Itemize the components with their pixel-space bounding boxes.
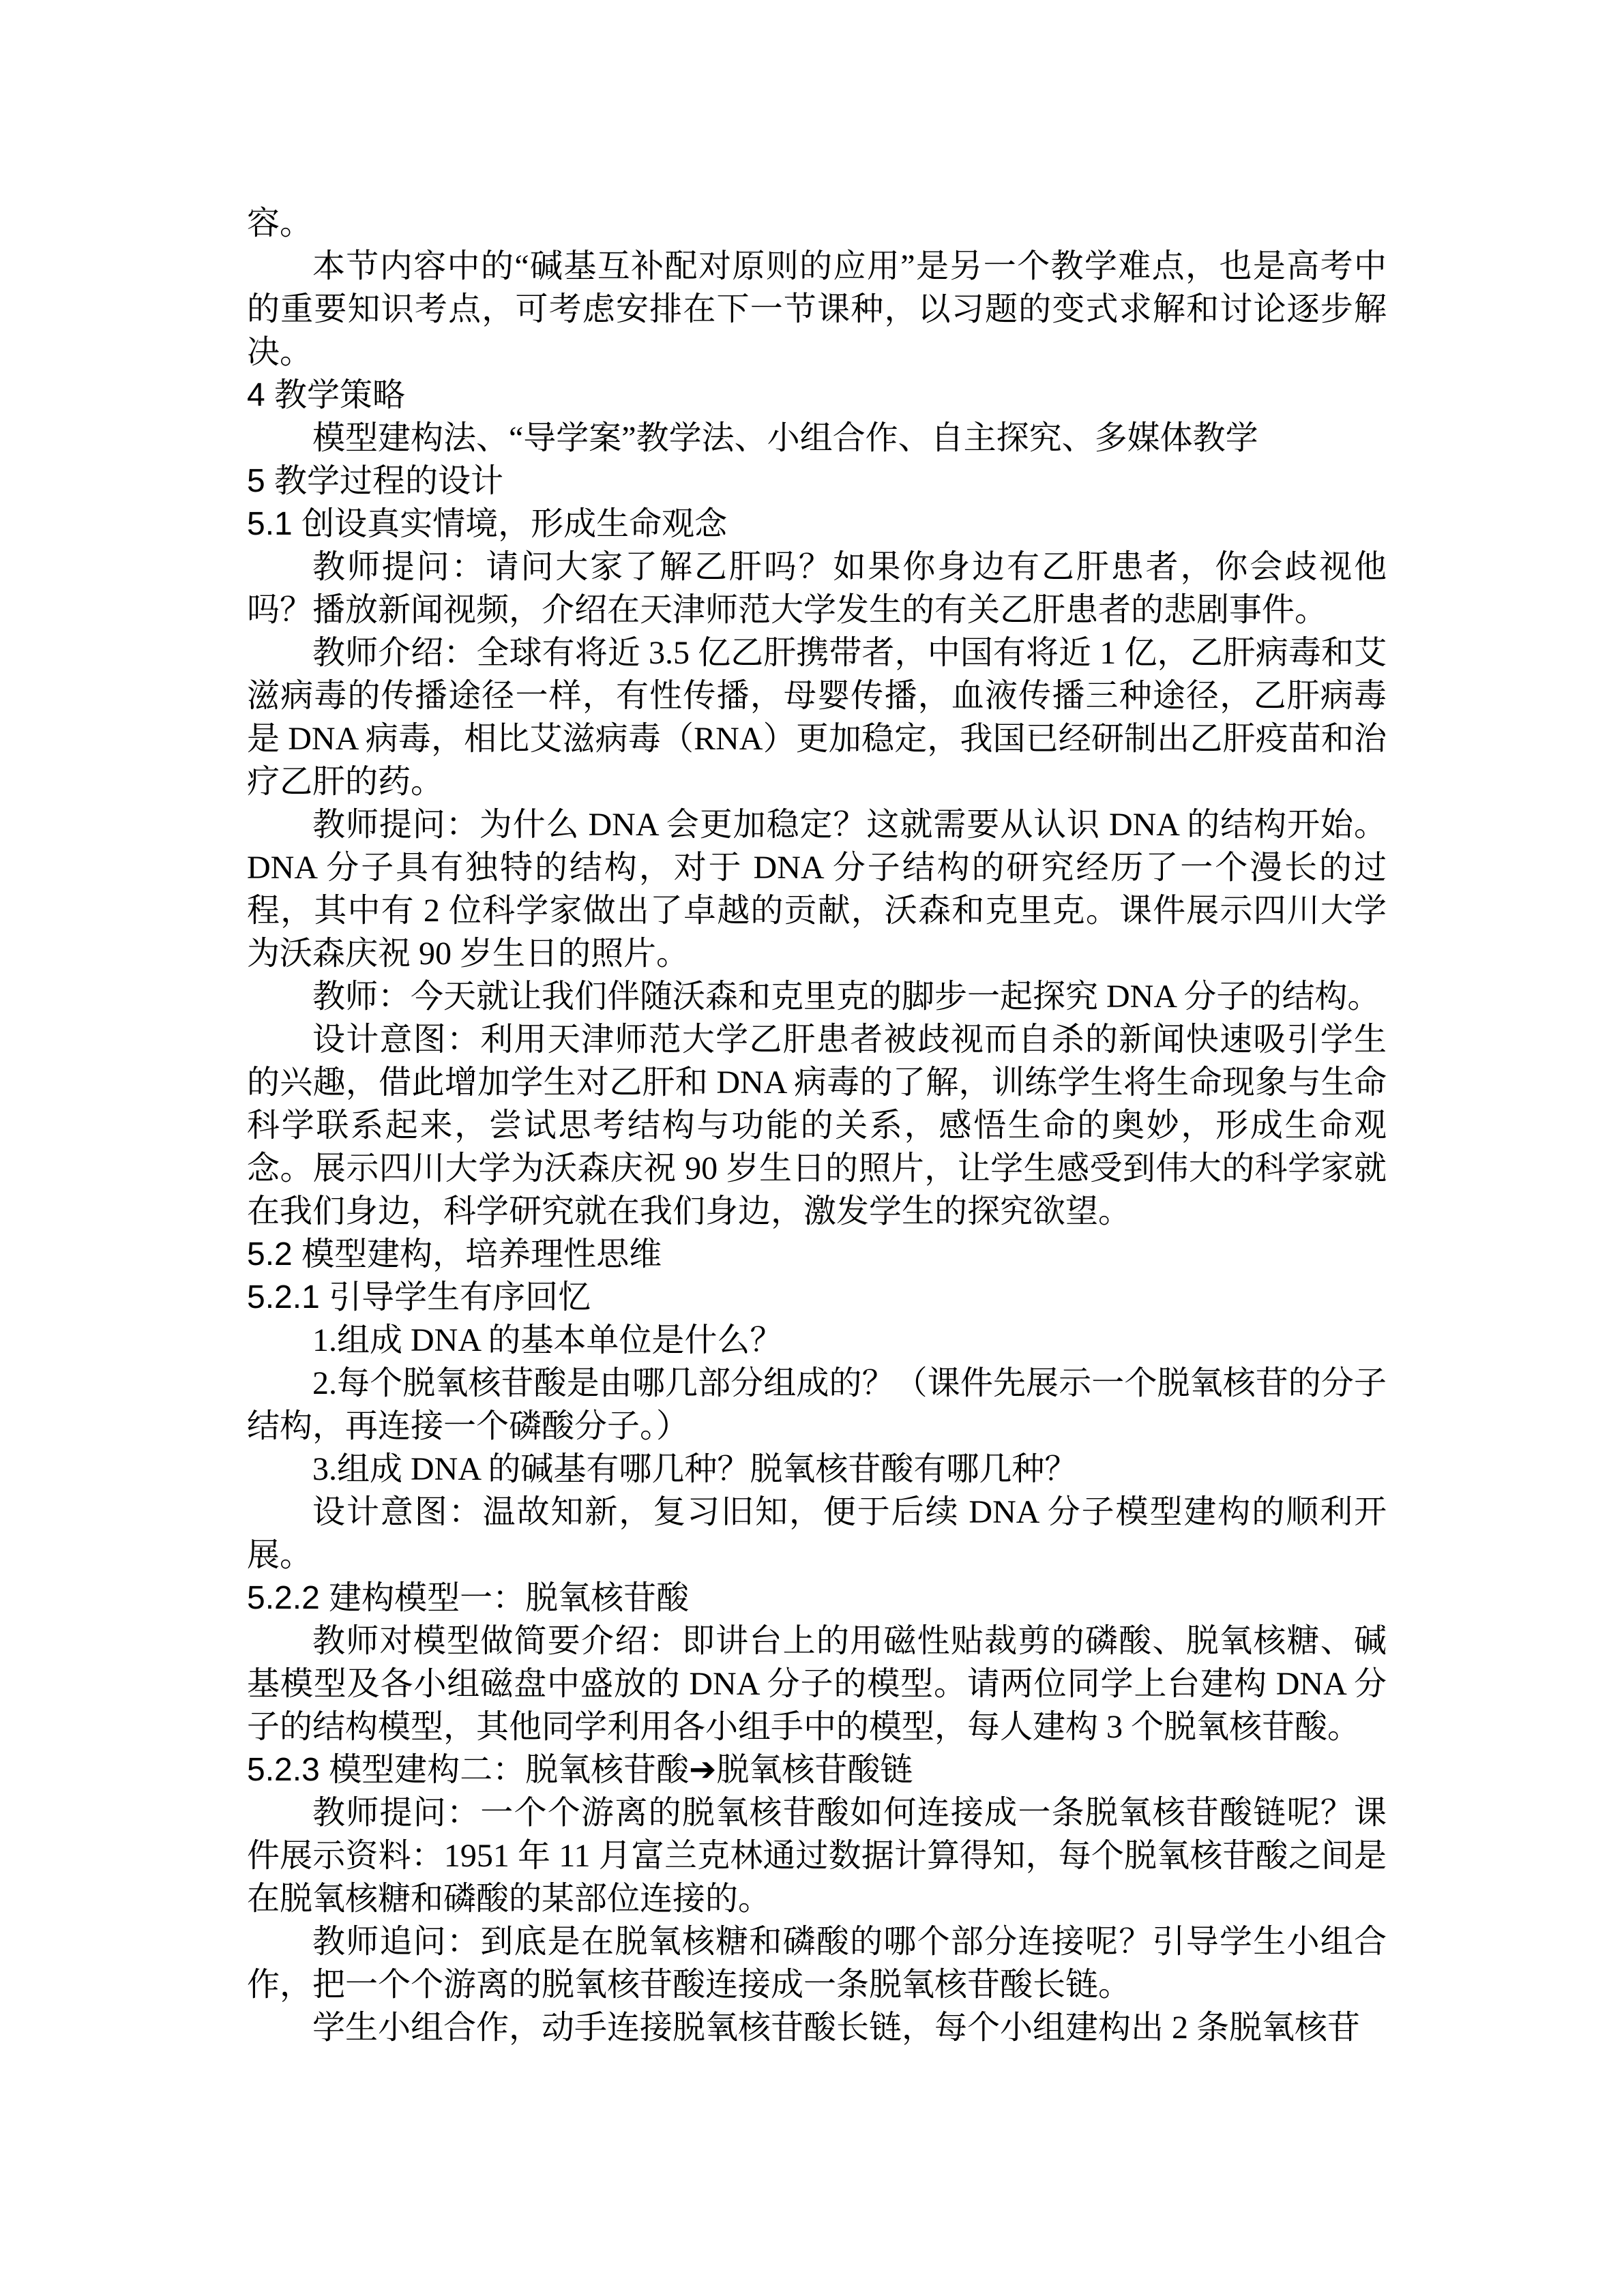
paragraph: 教师介绍：全球有将近 3.5 亿乙肝携带者，中国有将近 1 亿，乙肝病毒和艾滋病毒的传播途径一样，有性传播，母婴传播，血液传播三种途径，乙肝病毒是 DNA 病毒，相比艾滋病毒（RNA）更加稳定，我国已经研制出乙肝疫苗和治疗乙肝的药。 <box>247 635 1387 800</box>
paragraph: 教师提问：为什么 DNA 会更加稳定？这就需要从认识 DNA 的结构开始。DNA 分子具有独特的结构，对于 DNA 分子结构的研究经历了一个漫长的过程，其中有 2 位科学家做出了卓越的贡献，沃森和克里克。课件展示四川大学为沃森庆祝 90 岁生日的照片。 <box>247 807 1387 972</box>
paragraph: 本节内容中的“碱基互补配对原则的应用”是另一个教学难点，也是高考中的重要知识考点，可考虑安排在下一节课种，以习题的变式求解和讨论逐步解决。 <box>247 248 1387 370</box>
section-heading: 5 教学过程的设计 <box>247 463 504 499</box>
section-heading: 5.2.3 模型建构二：脱氧核苷酸➔脱氧核苷酸链 <box>247 1752 913 1788</box>
paragraph: 设计意图：利用天津师范大学乙肝患者被歧视而自杀的新闻快速吸引学生的兴趣，借此增加学生对乙肝和 DNA 病毒的了解，训练学生将生命现象与生命科学联系起来，尝试思考结构与功能的关系，感悟生命的奥妙，形成生命观念。展示四川大学为沃森庆祝 90 岁生日的照片，让学生感受到伟大的科学家就在我们身边，科学研究就在我们身边，激发学生的探究欲望。 <box>247 1022 1387 1229</box>
paragraph: 教师：今天就让我们伴随沃森和克里克的脚步一起探究 DNA 分子的结构。 <box>312 979 1381 1015</box>
paragraph: 教师对模型做简要介绍：即讲台上的用磁性贴裁剪的磷酸、脱氧核糖、碱基模型及各小组磁盘中盛放的 DNA 分子的模型。请两位同学上台建构 DNA 分子的结构模型，其他同学利用各小组手中的模型，每人建构 3 个脱氧核苷酸。 <box>247 1623 1387 1745</box>
document-content <box>247 202 1387 2049</box>
paragraph: 学生小组合作，动手连接脱氧核苷酸长链，每个小组建构出 2 条脱氧核苷 <box>312 2010 1361 2046</box>
section-heading: 5.2.2 建构模型一：脱氧核苷酸 <box>247 1580 690 1616</box>
paragraph: 容。 <box>247 205 313 241</box>
paragraph: 1.组成 DNA 的基本单位是什么？ <box>312 1322 783 1358</box>
section-heading: 4 教学策略 <box>247 377 406 413</box>
section-heading: 5.2.1 引导学生有序回忆 <box>247 1279 591 1315</box>
section-heading: 5.2 模型建构，培养理性思维 <box>247 1236 662 1272</box>
paragraph: 教师提问：一个个游离的脱氧核苷酸如何连接成一条脱氧核苷酸链呢？课件展示资料：1951 年 11 月富兰克林通过数据计算得知，每个脱氧核苷酸之间是在脱氧核糖和磷酸的某部位连接的。 <box>247 1795 1387 1917</box>
paragraph: 设计意图：温故知新，复习旧知，便于后续 DNA 分子模型建构的顺利开展。 <box>247 1494 1387 1573</box>
paragraph: 3.组成 DNA 的碱基有哪几种？脱氧核苷酸有哪几种？ <box>312 1451 1078 1487</box>
paragraph: 模型建构法、“导学案”教学法、小组合作、自主探究、多媒体教学 <box>312 420 1258 456</box>
paragraph: 教师追问：到底是在脱氧核糖和磷酸的哪个部分连接呢？引导学生小组合作，把一个个游离的脱氧核苷酸连接成一条脱氧核苷酸长链。 <box>247 1924 1387 2003</box>
paragraph: 2.每个脱氧核苷酸是由哪几部分组成的？（课件先展示一个脱氧核苷的分子结构，再连接一个磷酸分子。） <box>247 1365 1387 1444</box>
section-heading: 5.1 创设真实情境，形成生命观念 <box>247 506 728 542</box>
paragraph: 教师提问：请问大家了解乙肝吗？如果你身边有乙肝患者，你会歧视他吗？播放新闻视频，介绍在天津师范大学发生的有关乙肝患者的悲剧事件。 <box>247 549 1387 628</box>
